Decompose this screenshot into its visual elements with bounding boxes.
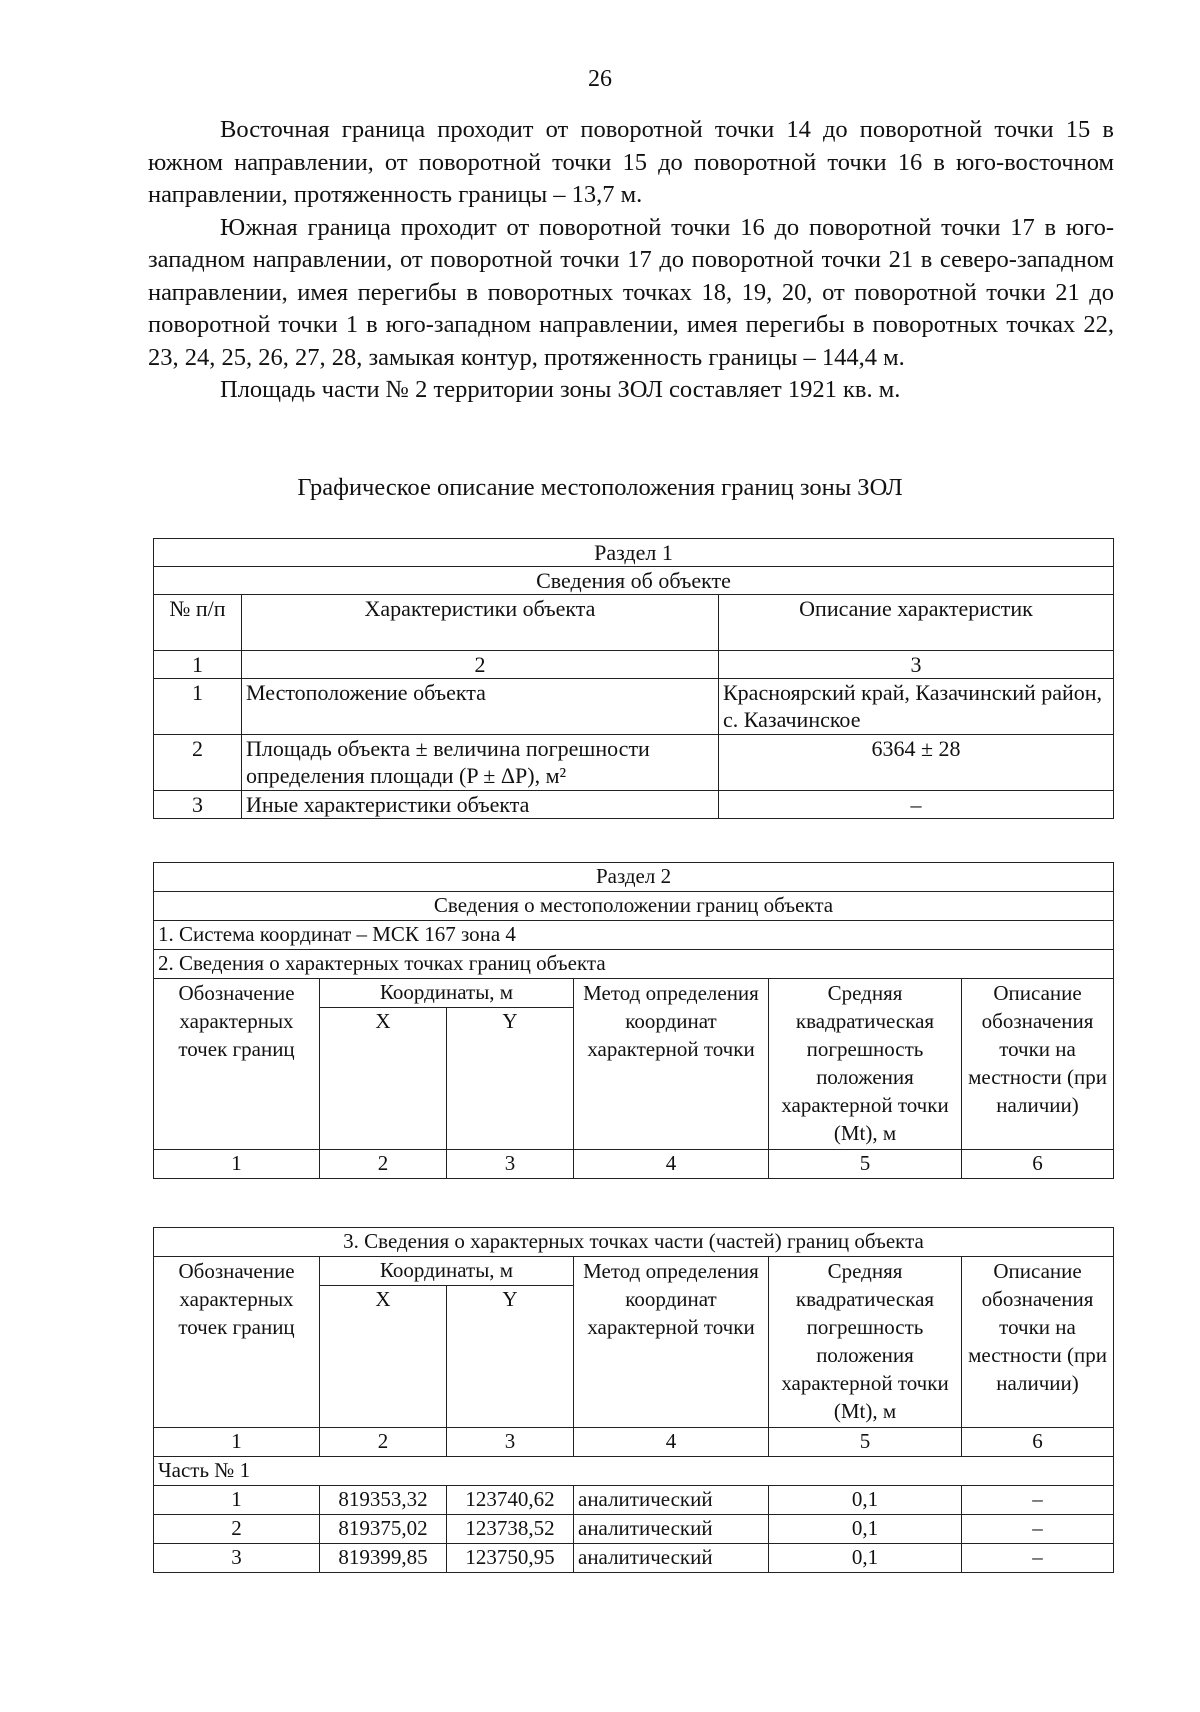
column-number: 2 [320,1149,447,1178]
table-row [154,735,1114,791]
row-characteristic: Иные характеристики объекта [242,791,719,819]
section-1-title: Раздел 1 [154,539,1114,567]
point-description: – [962,1485,1114,1514]
header-number: № п/п [154,595,242,651]
page-number: 26 [588,66,612,92]
header-characteristics: Характеристики объекта [242,595,719,651]
point-id: 2 [154,1514,320,1543]
column-number: 1 [154,1427,320,1456]
row-value: – [719,791,1114,819]
header-coordinates: Координаты, м [320,1257,574,1286]
method: аналитический [574,1514,769,1543]
table-row [154,1485,1114,1514]
header-x: X [320,1007,447,1149]
column-number: 1 [154,1149,320,1178]
mt-error: 0,1 [769,1485,962,1514]
column-number: 2 [320,1427,447,1456]
row-number: 2 [154,735,242,791]
section-1-table [153,538,1114,819]
column-number: 3 [719,651,1114,679]
point-description: – [962,1514,1114,1543]
column-number: 3 [447,1149,574,1178]
coord-y: 123750,95 [447,1543,574,1572]
header-method: Метод определения координат характерной точки [574,979,769,1150]
table-row [154,1543,1114,1572]
point-id: 1 [154,1485,320,1514]
coord-x: 819353,32 [320,1485,447,1514]
row-value: Красноярский край, Казачинский район, с. Казачинское [719,679,1114,735]
column-number: 3 [447,1427,574,1456]
part-label: Часть № 1 [154,1456,1114,1485]
column-number: 4 [574,1427,769,1456]
column-number: 4 [574,1149,769,1178]
table-row [154,1514,1114,1543]
paragraph-area: Площадь части № 2 территории зоны ЗОЛ составляет 1921 кв. м. [220,376,901,403]
row-value: 6364 ± 28 [719,735,1114,791]
table-row [154,679,1114,735]
method: аналитический [574,1543,769,1572]
header-designation: Обозначение характерных точек границ [154,1257,320,1428]
header-designation: Обозначение характерных точек границ [154,979,320,1150]
header-error: Средняя квадратическая погрешность положения характерной точки (Mt), м [769,979,962,1150]
point-description: – [962,1543,1114,1572]
column-number: 5 [769,1149,962,1178]
paragraph-east-boundary: Восточная граница проходит от поворотной точки 14 до поворотной точки 15 в южном направлении, от поворотной точки 15 до поворотной точки 16 в юго-восточном направлении, протяженность границы – 13,7 м. [148,116,1114,208]
section-2-subtitle: Сведения о местоположении границ объекта [154,892,1114,921]
section-3-table [153,1227,1114,1573]
header-point-description: Описание обозначения точки на местности (при наличии) [962,1257,1114,1428]
header-error: Средняя квадратическая погрешность положения характерной точки (Mt), м [769,1257,962,1428]
paragraph-south-boundary: Южная граница проходит от поворотной точки 16 до поворотной точки 17 в юго-западном направлении, от поворотной точки 17 до поворотной точки 21 в северо-западном направлении, имея перегибы в поворотных точках 18, 19, 20, от поворотной точки 21 до поворотной точки 1 в юго-западном направлении, имея перегибы в поворотных точках 22, 23, 24, 25, 26, 27, 28, замыкая контур, протяженность границы – 144,4 м. [148,213,1114,371]
point-id: 3 [154,1543,320,1572]
header-description: Описание характеристик [719,595,1114,651]
method: аналитический [574,1485,769,1514]
header-y: Y [447,1285,574,1427]
row-number: 1 [154,679,242,735]
points-title: 2. Сведения о характерных точках границ объекта [154,950,1114,979]
coord-x: 819375,02 [320,1514,447,1543]
column-number: 5 [769,1427,962,1456]
coord-y: 123740,62 [447,1485,574,1514]
header-method: Метод определения координат характерной точки [574,1257,769,1428]
header-coordinates: Координаты, м [320,979,574,1008]
section-2-table [153,862,1114,1179]
column-number: 6 [962,1149,1114,1178]
coord-y: 123738,52 [447,1514,574,1543]
header-y: Y [447,1007,574,1149]
row-characteristic: Местоположение объекта [242,679,719,735]
mt-error: 0,1 [769,1514,962,1543]
header-x: X [320,1285,447,1427]
coordinate-system: 1. Система координат – МСК 167 зона 4 [154,921,1114,950]
header-point-description: Описание обозначения точки на местности (при наличии) [962,979,1114,1150]
table-row [154,791,1114,819]
coord-x: 819399,85 [320,1543,447,1572]
column-number: 6 [962,1427,1114,1456]
section-1-subtitle: Сведения об объекте [154,567,1114,595]
column-number: 2 [242,651,719,679]
body-text [148,114,1114,407]
column-number: 1 [154,651,242,679]
section-3-title: 3. Сведения о характерных точках части (частей) границ объекта [154,1228,1114,1257]
row-number: 3 [154,791,242,819]
row-characteristic: Площадь объекта ± величина погрешности определения площади (P ± ΔP), м² [242,735,719,791]
section-heading: Графическое описание местоположения границ зоны ЗОЛ [297,474,903,501]
section-2-title: Раздел 2 [154,863,1114,892]
mt-error: 0,1 [769,1543,962,1572]
